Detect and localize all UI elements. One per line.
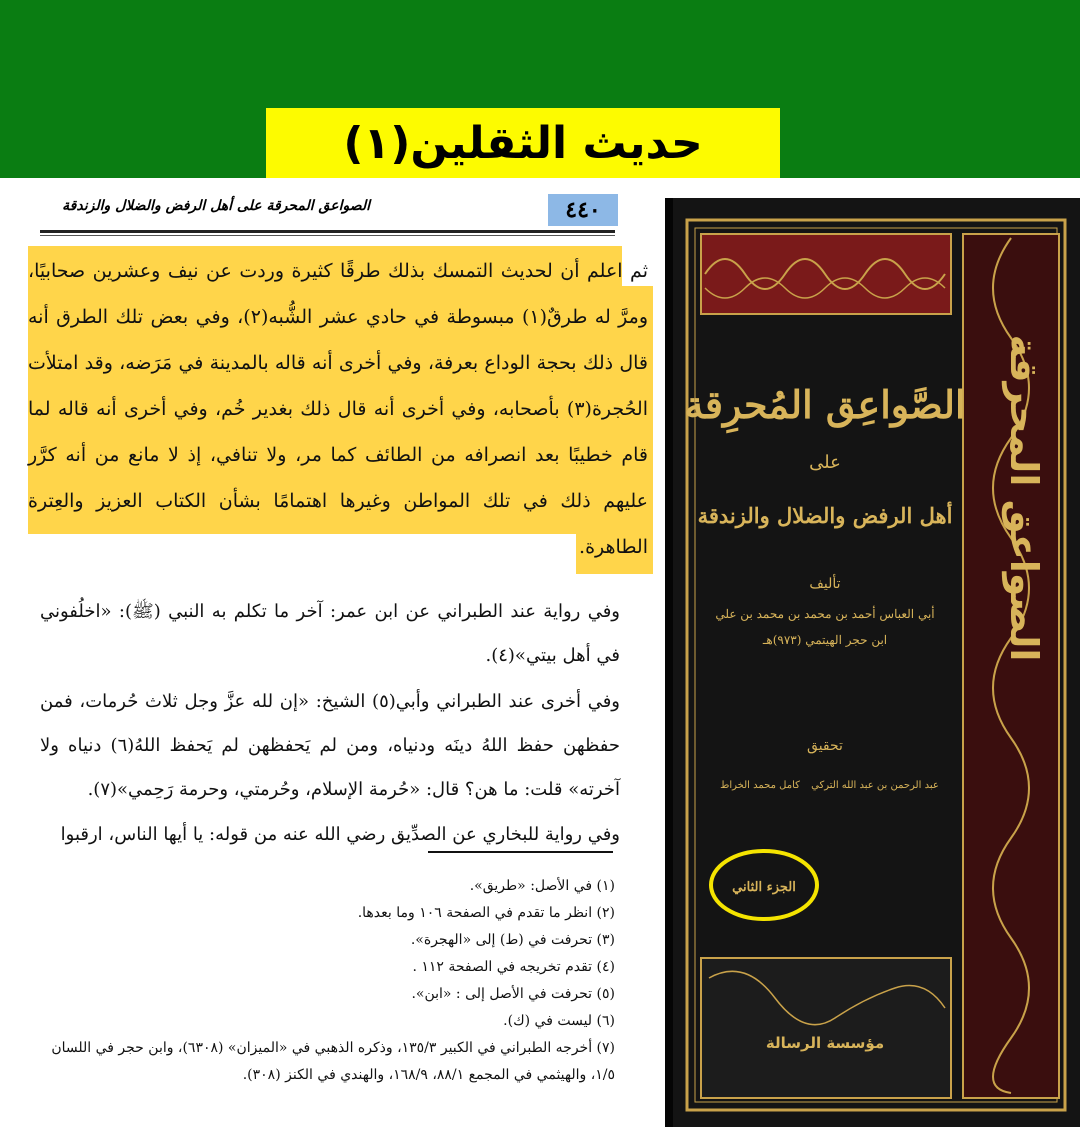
book-cover bbox=[665, 198, 1080, 1127]
author-line-1: أبي العباس أحمد بن محمد بن محمد بن علي bbox=[715, 607, 935, 621]
running-head: الصواعق المحرقة على أهل الرفض والضلال والزندقة bbox=[62, 198, 370, 214]
highlighted-paragraph-block bbox=[28, 246, 653, 566]
bottom-ornament-band bbox=[701, 958, 951, 1098]
footnote-rule bbox=[428, 851, 613, 853]
book-page-scan bbox=[0, 178, 665, 1127]
volume-label: الجزء الثاني bbox=[732, 880, 796, 895]
cover-edge-shadow bbox=[665, 198, 673, 1127]
footnote-6: (٦) ليست في (ك). bbox=[503, 1013, 615, 1029]
publisher-label: مؤسسة الرسالة bbox=[765, 1034, 885, 1052]
paragraph-three-sanctities: وفي أخرى عند الطبراني وأبي(٥) الشيخ: «إن لله عزَّ وجل ثلاث حُرمات، فمن حفظهن حفظ اللهُ دينَه ودنياه، ومن لم يَحفظهن لم يَحفظ اللهُ(٦) دنياه ولا آخرته» قلت: ما هن؟ قال: «حُرمة الإسلام، وحُرمتي، وحرمة رَحِمي»(٧). bbox=[40, 691, 621, 800]
paragraph-bukhari: وفي رواية للبخاري عن الصدِّيق رضي الله عنه من قوله: يا أيها الناس، ارقبوا bbox=[60, 824, 620, 845]
author-line-2: ابن حجر الهيتمي (٩٧٣)هـ bbox=[762, 633, 888, 647]
footnote-3: (٣) تحرفت في (ط) إلى «الهجرة». bbox=[410, 932, 615, 948]
paragraph-tabarani-ibn-umar: وفي رواية عند الطبراني عن ابن عمر: آخر ما تكلم به النبي (ﷺ): «اخلُفوني في أهل بيتي»(٤). bbox=[40, 601, 620, 666]
book-subtitle-connector: على bbox=[809, 452, 841, 473]
header-rule-thin bbox=[40, 235, 615, 236]
footnote-5: (٥) تحرفت في الأصل إلى : «ابن». bbox=[411, 986, 615, 1002]
footnote-1: (١) في الأصل: «طريق». bbox=[469, 878, 615, 894]
footnote-7: (٧) أخرجه الطبراني في الكبير ١٣٥/٣، وذكره الذهبي في «الميزان» (٦٣٠٨)، وابن حجر في اللسان ١/٥، والهيثمي في المجمع ٨٨/١، ١٦٨/٩، والهندي في الكنز (٣٠٨). bbox=[51, 1040, 615, 1083]
highlighted-paragraph: ثم اعلم أن لحديث التمسك بذلك طرقًا كثيرة وردت عن نيف وعشرين صحابيًا، ومرَّ له طرقٌ(١) مبسوطة في حادي عشر الشُّبه(٢)، وفي بعض تلك الطرق أنه قال ذلك بحجة الوداع بعرفة، وفي أخرى أنه قاله بالمدينة في مَرَضه، وقد امتلأت الحُجرة(٣) بأصحابه، وفي أخرى أنه قال ذلك بغدير خُم، وفي أخرى أنه قاله لما قام خطيبًا بعد انصرافه من الطائف كما مر، ولا تنافي، إذ لا مانع من أنه كرَّر عليهم ذلك في تلك المواطن وغيرها اهتمامًا بشأن الكتاب العزيز والعِترة الطاهرة. bbox=[28, 260, 648, 558]
editor-2: كامل محمد الخراط bbox=[720, 780, 800, 791]
banner-title: حديث الثقلين(١) bbox=[343, 117, 703, 169]
title-box bbox=[266, 108, 780, 178]
header-rule bbox=[40, 230, 615, 233]
authorship-label: تأليف bbox=[809, 576, 841, 592]
footnote-2: (٢) انظر ما تقدم في الصفحة ١٠٦ وما بعدها. bbox=[357, 905, 615, 921]
footnote-4: (٤) تقدم تخريجه في الصفحة ١١٢ . bbox=[412, 959, 615, 975]
book-subtitle: أهل الرفض والضلال والزندقة bbox=[697, 503, 953, 528]
page-number: ٤٤٠ bbox=[548, 194, 618, 226]
editor-1: عبد الرحمن بن عبد الله التركي bbox=[811, 780, 939, 791]
editors-label: تحقيق bbox=[807, 738, 843, 754]
footnotes bbox=[40, 873, 615, 1089]
spine-title: الصواعق المحرقة bbox=[1002, 334, 1046, 662]
book-title: الصَّواعِق المُحرِقة bbox=[684, 382, 966, 427]
